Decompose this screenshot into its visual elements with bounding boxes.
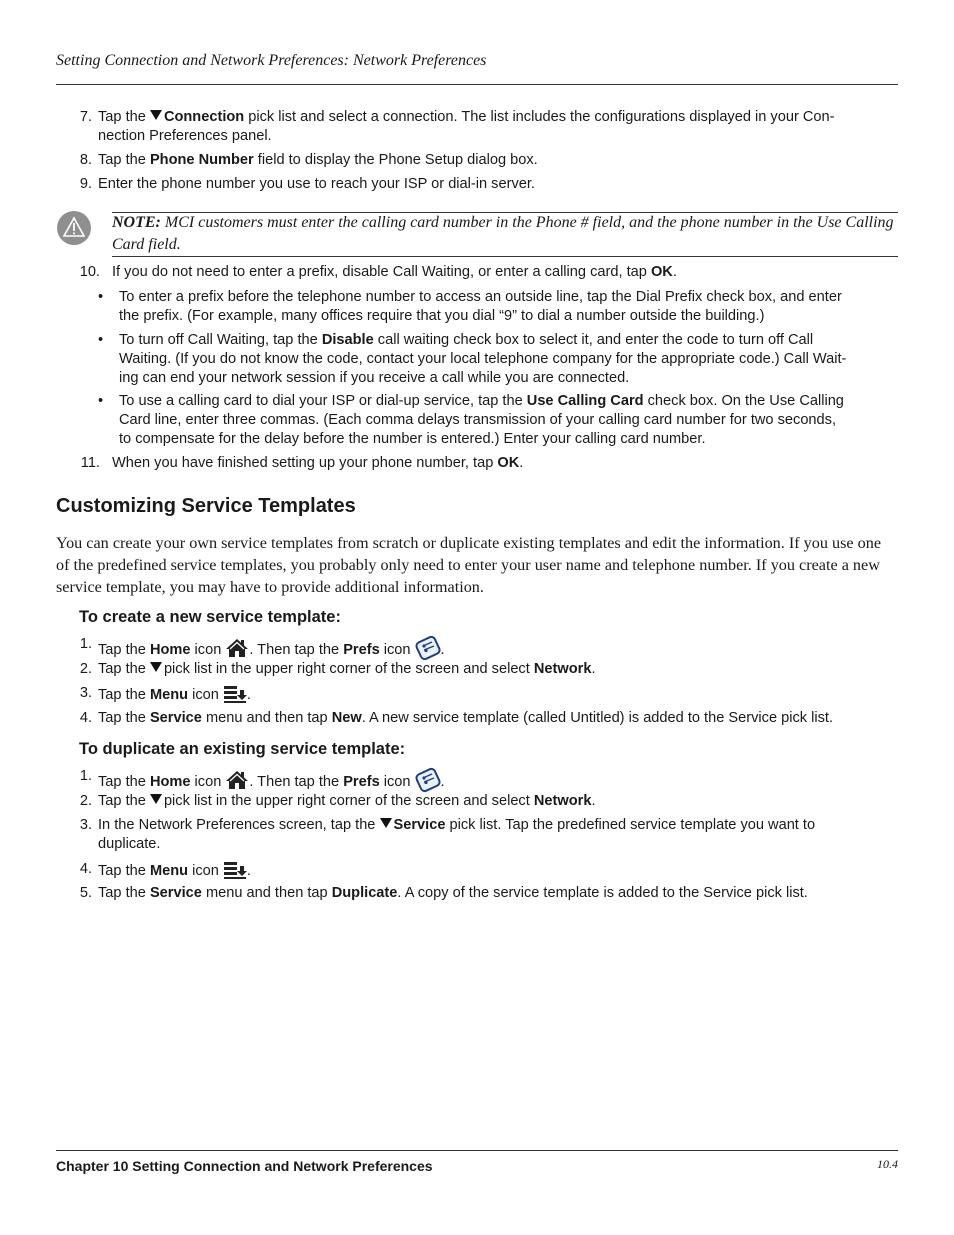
step-number: 1.	[79, 768, 92, 784]
step-text: Tap the Home icon . Then tap the Prefs icon .	[98, 767, 898, 793]
step-number: 3.	[79, 685, 92, 701]
bullet-text: To turn off Call Waiting, tap the Disable call waiting check box to select it, and enter the code to turn off Call Waiting. (If you do not know the code, contact your local telephone company for the appropriate code.) Call Wait- ing can end your network session if you receive a call while you are connected.	[119, 332, 847, 386]
step-number: 11.	[80, 455, 100, 471]
step-7	[56, 108, 898, 148]
step-number: 3.	[79, 817, 92, 833]
duplicate-step-3	[56, 816, 898, 856]
procedure-title-duplicate: To duplicate an existing service template:	[79, 740, 406, 758]
note-text: NOTE: MCI customers must enter the calling card number in the Phone # field, and the phone number in the Use Calling Card field.	[112, 214, 894, 253]
bullet-mark: •	[98, 289, 104, 305]
bullet-text: To use a calling card to dial your ISP or dial-up service, tap the Use Calling Card check box. On the Use Calling Card line, enter three commas. (Each comma delays transmission of your calling card number for two seconds, to compensate for the delay before the number is entered.) Enter your calling card number.	[119, 393, 844, 447]
step-text: Enter the phone number you use to reach your ISP or dial-in server.	[98, 176, 535, 192]
step-number: 1.	[79, 636, 92, 652]
duplicate-step-1	[56, 767, 898, 789]
step-number: 9.	[79, 176, 92, 192]
pick-list-triangle-icon	[150, 662, 162, 672]
pick-list-triangle-icon	[150, 110, 162, 120]
prefs-icon	[415, 635, 441, 661]
pick-list-triangle-icon	[150, 794, 162, 804]
step-text: Tap the Menu icon .	[98, 684, 898, 705]
step-text: Tap the pick list in the upper right corner of the screen and select Network.	[98, 793, 596, 809]
step-text: Tap the Service menu and then tap Duplicate. A copy of the service template is added to the Service pick list.	[98, 885, 808, 901]
step-text: If you do not need to enter a prefix, disable Call Waiting, or enter a calling card, tap OK.	[112, 264, 677, 280]
section-paragraph: You can create your own service templates from scratch or duplicate existing templates and edit the information. If you use one of the predefined service templates, you probably only need to enter your user name and telephone number. If you create a new service template, you may have to provide additional information.	[56, 534, 882, 596]
home-icon	[225, 769, 249, 791]
step-text: Tap the Connection pick list and select a connection. The list includes the configurations displayed in your Con- nection Preferences panel.	[98, 109, 835, 144]
step-text: Tap the Menu icon .	[98, 860, 898, 881]
pick-list-triangle-icon	[380, 818, 392, 828]
procedure-title-create: To create a new service template:	[79, 608, 341, 626]
step-text: When you have finished setting up your phone number, tap OK.	[112, 455, 524, 471]
menu-icon	[223, 860, 247, 880]
page-number: 10.4	[877, 1157, 898, 1171]
step-number: 7.	[79, 109, 92, 125]
step-number: 10.	[79, 264, 100, 280]
step-number: 2.	[79, 661, 92, 677]
bullet-mark: •	[98, 332, 104, 348]
prefs-icon	[415, 767, 441, 793]
step-text: Tap the pick list in the upper right corner of the screen and select Network.	[98, 661, 596, 677]
footer-chapter: Chapter 10 Setting Connection and Network Preferences	[56, 1158, 433, 1174]
section-title: Customizing Service Templates	[56, 495, 356, 517]
create-step-1	[56, 635, 898, 657]
bullet-mark: •	[98, 393, 104, 409]
menu-icon	[223, 684, 247, 704]
step-text: Tap the Phone Number field to display the Phone Setup dialog box.	[98, 152, 538, 168]
running-head: Setting Connection and Network Preferences: Network Preferences	[56, 52, 487, 69]
document-page	[56, 0, 898, 1235]
bullet-text: To enter a prefix before the telephone number to access an outside line, tap the Dial Prefix check box, and enter the prefix. (For example, many offices require that you dial “9” to dial a number outside the building.)	[119, 289, 842, 324]
step-number: 8.	[79, 152, 92, 168]
step-number: 4.	[79, 861, 92, 877]
note-label: NOTE:	[112, 214, 161, 231]
header-rule	[56, 84, 898, 85]
step-text: In the Network Preferences screen, tap the Service pick list. Tap the predefined service template you want to duplicate.	[98, 817, 816, 852]
step-number: 4.	[79, 710, 92, 726]
step-text: Tap the Service menu and then tap New. A new service template (called Untitled) is added to the Service pick list.	[98, 710, 834, 726]
step-number: 2.	[79, 793, 92, 809]
home-icon	[225, 637, 249, 659]
step-number: 5.	[79, 885, 92, 901]
step-text: Tap the Home icon . Then tap the Prefs icon .	[98, 635, 898, 661]
warning-icon	[56, 210, 92, 246]
footer-rule	[56, 1150, 898, 1151]
note-rule-bottom	[112, 256, 898, 257]
